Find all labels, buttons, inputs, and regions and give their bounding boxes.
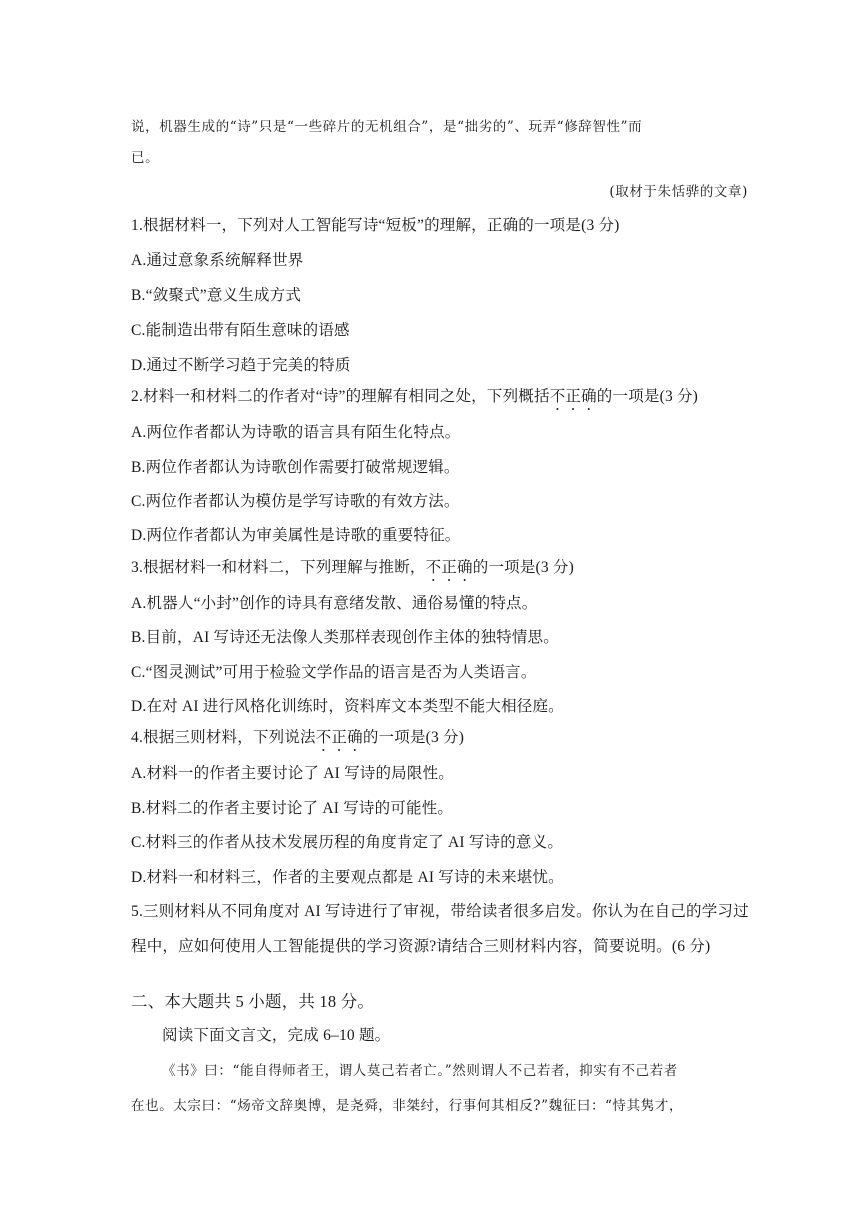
question-2-option-d: D.两位作者都认为审美属性是诗歌的重要特征。 xyxy=(131,527,461,544)
passage-line: 已。 xyxy=(131,150,160,166)
stem-text: 的一项是(3 分) xyxy=(472,559,574,576)
question-3-option-b: B.目前，AI 写诗还无法像人类那样表现创作主体的独特情思。 xyxy=(131,629,559,646)
stem-text: 2.材料一和材料二的作者对“诗”的理解有相同之处，下列概括 xyxy=(131,388,550,405)
question-4-option-a: A.材料一的作者主要讨论了 AI 写诗的局限性。 xyxy=(131,765,454,782)
stem-text: 4.根据三则材料，下列说法 xyxy=(131,729,316,746)
emphasis-not-correct: 不正确 xyxy=(549,388,597,405)
question-4-option-c: C.材料三的作者从技术发展历程的角度肯定了 AI 写诗的意义。 xyxy=(131,834,564,851)
question-1-stem: 1.根据材料一，下列对人工智能写诗“短板”的理解，正确的一项是(3 分) xyxy=(131,217,620,234)
question-1-option-d: D.通过不断学习趋于完美的特质 xyxy=(131,357,351,374)
question-1-option-a: A.通过意象系统解释世界 xyxy=(131,252,304,269)
passage-line: 说，机器生成的“诗”只是“一些碎片的无机组合”，是“拙劣的”、玩弄“修辞智性”而 xyxy=(131,119,643,135)
emphasis-not-correct: 不正确 xyxy=(315,729,363,746)
question-1-option-c: C.能制造出带有陌生意味的语感 xyxy=(131,322,350,339)
question-3-stem xyxy=(131,555,574,585)
question-2-stem xyxy=(131,384,698,414)
passage-source: (取材于朱恬骅的文章) xyxy=(609,184,748,200)
question-3-option-d: D.在对 AI 进行风格化训练时，资料库文本类型不能大相径庭。 xyxy=(131,698,564,715)
section-2-title: 二、本大题共 5 小题，共 18 分。 xyxy=(131,992,375,1011)
stem-text: 3.根据材料一和材料二，下列理解与推断， xyxy=(131,559,426,576)
stem-text: 的一项是(3 分) xyxy=(362,729,465,746)
question-3-option-a: A.机器人“小封”创作的诗具有意绪发散、通俗易懂的特点。 xyxy=(131,595,538,612)
question-4-option-b: B.材料二的作者主要讨论了 AI 写诗的可能性。 xyxy=(131,800,454,817)
classical-text-line: 在也。太宗曰：“炀帝文辞奥博，是尧舜，非桀纣，行事何其相反?”魏征曰：“恃其隽才， xyxy=(131,1098,684,1114)
question-2-option-a: A.两位作者都认为诗歌的语言具有陌生化特点。 xyxy=(131,424,461,441)
question-4-option-d: D.材料一和材料三，作者的主要观点都是 AI 写诗的未来堪忧。 xyxy=(131,869,564,886)
question-1-option-b: B.“敛聚式”意义生成方式 xyxy=(131,287,302,304)
question-4-stem xyxy=(131,725,464,755)
emphasis-not-correct: 不正确 xyxy=(425,559,473,576)
question-2-option-b: B.两位作者都认为诗歌创作需要打破常规逻辑。 xyxy=(131,459,460,476)
classical-text-line: 《书》曰：“能自得师者王，谓人莫己若者亡。”然则谓人不己若者，抑实有不己若者 xyxy=(162,1063,678,1079)
question-5-line: 程中，应如何使用人工智能提供的学习资源?请结合三则材料内容，简要说明。(6 分) xyxy=(131,938,711,955)
question-5-line: 5.三则材料从不同角度对 AI 写诗进行了审视，带给读者很多启发。你认为在自己的学习过 xyxy=(131,903,749,920)
stem-text: 的一项是(3 分) xyxy=(596,388,699,405)
question-3-option-c: C.“图灵测试”可用于检验文学作品的语言是否为人类语言。 xyxy=(131,664,537,681)
question-2-option-c: C.两位作者都认为模仿是学写诗歌的有效方法。 xyxy=(131,493,460,510)
section-2-instruction: 阅读下面文言文，完成 6–10 题。 xyxy=(162,1027,391,1044)
